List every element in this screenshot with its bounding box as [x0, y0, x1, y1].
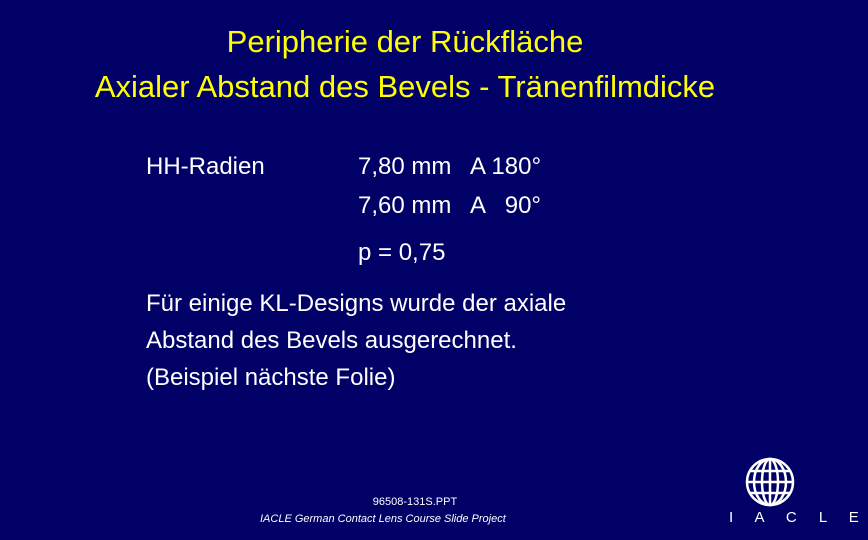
- slide-id: 96508-131S.PPT: [372, 496, 458, 508]
- p-value: p = 0,75: [358, 239, 446, 266]
- radius-value-1: 7,80 mm A 180°: [358, 153, 542, 180]
- description-paragraph: [146, 285, 566, 396]
- slide-subtitle: Axialer Abstand des Bevels - Tränenfilmdicke: [94, 69, 716, 104]
- globe-icon: [744, 456, 796, 508]
- radius-value-2: 7,60 mm A 90°: [358, 192, 542, 219]
- project-name: IACLE German Contact Lens Course Slide Project: [260, 513, 506, 525]
- hh-radien-label: HH-Radien: [146, 153, 265, 180]
- paragraph-line-3: (Beispiel nächste Folie): [146, 364, 396, 391]
- paragraph-line-1: Für einige KL-Designs wurde der axiale: [146, 290, 567, 317]
- slide-title: Peripherie der Rückfläche: [226, 24, 584, 59]
- paragraph-line-2: Abstand des Bevels ausgerechnet.: [146, 327, 517, 354]
- iacle-logo-text: I A C L E: [729, 509, 868, 526]
